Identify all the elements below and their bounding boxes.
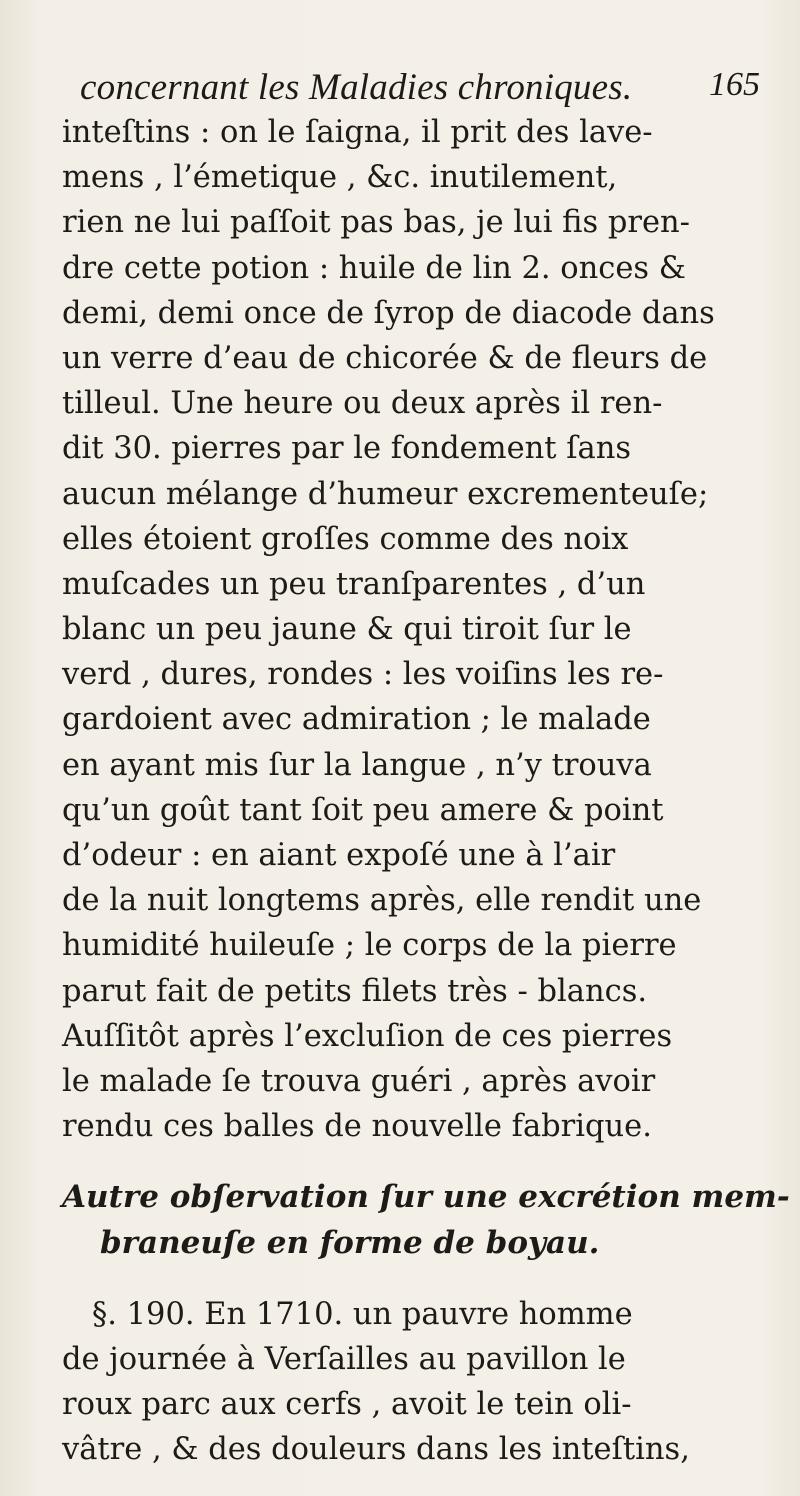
paragraph-190 xyxy=(62,1292,752,1473)
text-line: aucun mélange d’humeur excrementeuſe; xyxy=(62,476,709,512)
text-line: qu’un goût tant ſoit peu amere & point xyxy=(62,792,664,828)
text-line: d’odeur : en aiant expoſé une à l’air xyxy=(62,838,616,873)
text-line: roux parc aux cerfs , avoit le tein oli- xyxy=(62,1387,632,1423)
text-line: dre cette potion : huile de lin 2. onces & xyxy=(62,250,686,286)
text-line: vâtre , & des douleurs dans les inteſtins, xyxy=(62,1432,690,1468)
text-line: un verre d’eau de chicorée & de fleurs de xyxy=(62,340,708,376)
text-line: de journée à Verſailles au pavillon le xyxy=(62,1341,626,1377)
text-line: le malade ſe trouva guéri , après avoir xyxy=(62,1063,656,1099)
text-line: inteſtins : on le ſaigna, il prit des lave- xyxy=(62,115,653,150)
text-line: elles étoient groſſes comme des noix xyxy=(62,521,629,557)
heading-line: braneuſe en forme de boyau. xyxy=(100,1224,600,1261)
text-line: en ayant mis ſur la langue , n’y trouva xyxy=(62,747,652,783)
text-line: rien ne lui paſſoit pas bas, je lui fis pren- xyxy=(62,205,690,241)
text-line: muſcades un peu tranſparentes , d’un xyxy=(62,566,646,602)
text-block xyxy=(62,110,790,1472)
text-line: §. 190. En 1710. un pauvre homme xyxy=(92,1296,633,1332)
paragraph-continuation xyxy=(62,110,752,1149)
page-number: 165 xyxy=(709,66,760,103)
text-line: parut fait de petits filets très - blancs. xyxy=(62,973,648,1009)
text-line: mens , l’émetique , &c. inutilement, xyxy=(62,160,618,196)
text-line: rendu ces balles de nouvelle fabrique. xyxy=(62,1109,652,1145)
text-line: de la nuit longtems après, elle rendit une xyxy=(62,883,702,919)
section-heading xyxy=(62,1175,790,1265)
running-title: concernant les Maladies chroniques. xyxy=(80,67,633,108)
text-line: Auſſitôt après l’excluſion de ces pierres xyxy=(62,1018,673,1054)
text-line: blanc un peu jaune & qui tiroit ſur le xyxy=(62,612,632,648)
text-line: humidité huileuſe ; le corps de la pierre xyxy=(62,928,677,964)
text-line: dit 30. pierres par le fondement ſans xyxy=(62,431,632,467)
text-line: tilleul. Une heure ou deux après il ren- xyxy=(62,386,663,422)
text-line: verd , dures, rondes : les voiſins les re- xyxy=(62,657,664,693)
text-line: demi, demi once de ſyrop de diacode dans xyxy=(62,295,715,331)
heading-line: Autre obſervation ſur une excrétion mem- xyxy=(62,1179,790,1216)
page-header xyxy=(80,62,760,112)
text-line: gardoient avec admiration ; le malade xyxy=(62,702,651,738)
